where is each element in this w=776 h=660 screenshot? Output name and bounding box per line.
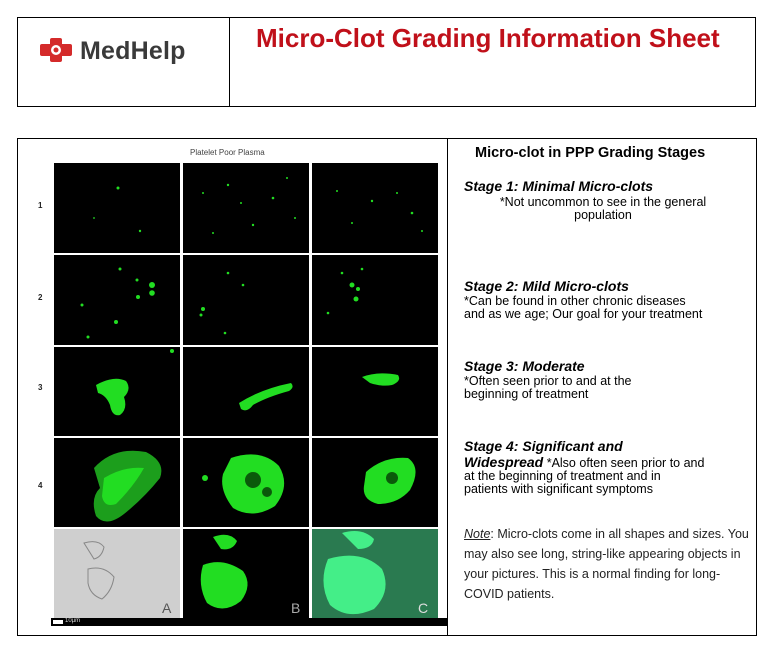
- stage4-title-line1: Stage 4: Significant and: [464, 438, 623, 454]
- logo-cell: [18, 18, 230, 106]
- stage4-desc-line2: at the beginning of treatment and in: [464, 469, 661, 483]
- panel-row5-c: [312, 529, 438, 618]
- panel-row2-b: [183, 255, 309, 345]
- row-label-2: 2: [38, 293, 43, 302]
- stage4-desc-line3: patients with significant symptoms: [464, 482, 653, 496]
- panel-row5-a: [54, 529, 180, 618]
- main-box: [17, 138, 757, 636]
- microscopy-figure: [30, 145, 447, 630]
- grading-stages-panel: [448, 139, 756, 635]
- header-box: [17, 17, 756, 107]
- scale-bar-marker: [53, 620, 63, 624]
- panel-row5-b: [183, 529, 309, 618]
- stage1-desc-line1: *Not uncommon to see in the general: [499, 195, 707, 209]
- panel-row3-a: [54, 347, 180, 436]
- note-text: : Micro-clots come in all shapes and sizes. You may also see long, string-like appearing objects in your pictures. This is a normal finding for long-COVID patients.: [464, 527, 749, 601]
- page-title: Micro-Clot Grading Information Sheet: [256, 23, 720, 53]
- column-label-c: C: [418, 600, 429, 616]
- scale-bar: [51, 618, 447, 626]
- panel-row1-c: [312, 163, 438, 253]
- note-label: Note: [464, 527, 491, 541]
- panel-row1-b: [183, 163, 309, 253]
- stages-heading: Micro-clot in PPP Grading Stages: [475, 145, 706, 161]
- column-label-b: B: [291, 600, 301, 616]
- stage3-desc-line2: beginning of treatment: [464, 387, 589, 401]
- panel-row2-a: [54, 255, 180, 345]
- figure-title: Platelet Poor Plasma: [190, 148, 265, 157]
- figure-cell: [18, 139, 448, 635]
- medical-cross-icon: [40, 38, 72, 62]
- panel-row4-a: [54, 438, 180, 527]
- note-paragraph: [464, 524, 749, 604]
- stage4-desc-inline: *Also often seen prior to and: [543, 456, 705, 470]
- panel-row4-c: [312, 438, 438, 527]
- stage3-desc-line1: *Often seen prior to and at the: [464, 374, 632, 388]
- panel-row4-b: [183, 438, 309, 527]
- stage3-title: Stage 3: Moderate: [464, 358, 585, 374]
- stage2-title: Stage 2: Mild Micro-clots: [464, 278, 629, 294]
- scale-label: 10µm: [65, 618, 81, 624]
- stage2-desc-line1: *Can be found in other chronic diseases: [464, 294, 686, 308]
- stage1-title: Stage 1: Minimal Micro-clots: [464, 178, 654, 194]
- panel-row2-c: [312, 255, 438, 345]
- panel-row3-b: [183, 347, 309, 436]
- stage2-desc-line2: and as we age; Our goal for your treatment: [464, 307, 703, 321]
- row-label-4: 4: [38, 481, 43, 490]
- stage1-desc-line2: population: [574, 208, 632, 222]
- logo-text: MedHelp: [80, 37, 186, 65]
- row-label-3: 3: [38, 383, 43, 392]
- row-label-1: 1: [38, 201, 43, 210]
- column-label-a: A: [162, 600, 172, 616]
- panel-row1-a: [54, 163, 180, 253]
- stage4-title-line2: Widespread: [464, 454, 544, 470]
- panel-row3-c: [312, 347, 438, 436]
